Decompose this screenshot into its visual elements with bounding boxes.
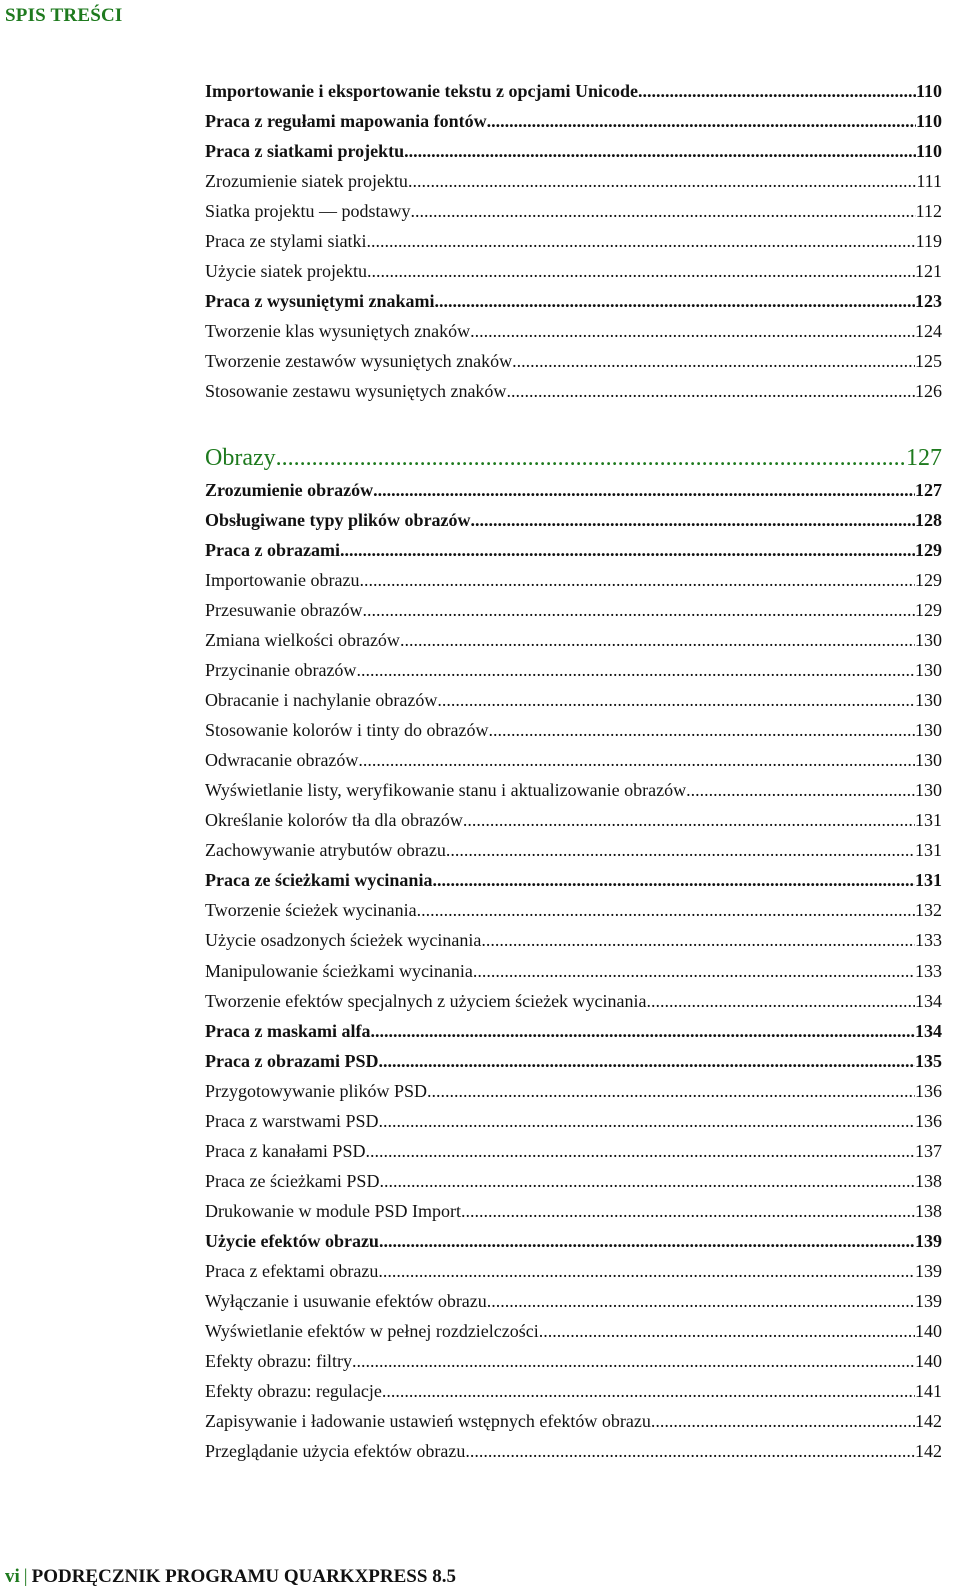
toc-entry-title: Określanie kolorów tła dla obrazów	[205, 810, 463, 831]
dot-leader	[379, 1228, 915, 1254]
toc-entry	[205, 1078, 942, 1104]
toc-entry-page: 126	[915, 381, 942, 402]
toc-entry-page: 131	[915, 810, 942, 831]
toc-entry-title: Praca z wysuniętymi znakami	[205, 291, 435, 312]
dot-leader	[512, 348, 915, 374]
toc-entry	[205, 78, 942, 104]
toc-entry-title: Wyświetlanie listy, weryfikowanie stanu i aktualizowanie obrazów	[205, 780, 687, 801]
toc-entry	[205, 717, 942, 743]
toc-entry	[205, 1318, 942, 1344]
toc-entry	[205, 627, 942, 653]
toc-entry-title: Praca z warstwami PSD	[205, 1110, 379, 1131]
toc-entry-title: Zrozumienie siatek projektu	[205, 171, 408, 192]
toc-entry	[205, 198, 942, 224]
toc-entry-title: Praca ze stylami siatki	[205, 231, 367, 252]
toc-entry-page: 140	[915, 1350, 942, 1371]
dot-leader	[340, 537, 915, 563]
dot-leader	[356, 657, 915, 683]
dot-leader	[367, 258, 915, 284]
page-header-title: SPIS TREŚCI	[5, 5, 123, 26]
dot-leader	[366, 228, 915, 254]
toc-entry-page: 111	[916, 171, 942, 192]
toc-entry-title: Obrazy	[205, 445, 276, 471]
toc-entry-title: Praca z siatkami projektu	[205, 141, 405, 162]
toc-entry-page: 129	[915, 570, 942, 591]
toc-entry	[205, 228, 942, 254]
toc-entry-title: Przeglądanie użycia efektów obrazu	[205, 1440, 466, 1461]
dot-leader	[352, 1348, 915, 1374]
toc-entry-title: Stosowanie zestawu wysuniętych znaków	[205, 381, 507, 402]
toc-entry	[205, 168, 942, 194]
toc-entry	[205, 807, 942, 833]
toc-entry-page: 135	[915, 1050, 942, 1071]
toc-entry	[205, 837, 942, 863]
dot-leader	[471, 507, 915, 533]
toc-entry-title: Przygotowywanie plików PSD	[205, 1080, 427, 1101]
toc-entry-page: 139	[915, 1230, 942, 1251]
toc-entry	[205, 867, 942, 893]
toc-entry-title: Użycie efektów obrazu	[205, 1230, 379, 1251]
toc-entry-title: Praca z efektami obrazu	[205, 1260, 379, 1281]
toc-entry-title: Efekty obrazu: regulacje	[205, 1380, 382, 1401]
toc-entry	[205, 687, 942, 713]
dot-leader	[647, 988, 915, 1014]
dot-leader	[686, 777, 915, 803]
toc-entry-title: Praca ze ścieżkami PSD	[205, 1170, 380, 1191]
toc-entry-page: 134	[915, 1020, 942, 1041]
toc-entry	[205, 477, 942, 503]
dot-leader	[362, 597, 915, 623]
page-footer	[5, 1566, 456, 1588]
toc-entry-page: 130	[915, 690, 942, 711]
toc-entry	[205, 258, 942, 284]
toc-entry-page: 129	[915, 600, 942, 621]
dot-leader	[638, 78, 916, 104]
toc-entry-page: 136	[915, 1080, 942, 1101]
toc-entry-title: Zmiana wielkości obrazów	[205, 630, 400, 651]
toc-entry-page: 121	[915, 261, 942, 282]
toc-entry-page: 131	[915, 870, 942, 891]
toc-entry	[205, 958, 942, 984]
dot-leader	[382, 1378, 915, 1404]
dot-leader	[378, 1258, 915, 1284]
toc-entry	[205, 1438, 942, 1464]
toc-entry-page: 133	[915, 960, 942, 981]
toc-entry	[205, 1048, 942, 1074]
dot-leader	[404, 138, 916, 164]
dot-leader	[378, 1048, 915, 1074]
toc-entry-page: 125	[915, 351, 942, 372]
toc-entry-title: Wyłączanie i usuwanie efektów obrazu	[205, 1290, 487, 1311]
toc-entry	[205, 348, 942, 374]
dot-leader	[400, 627, 915, 653]
toc-entry-page: 132	[915, 900, 942, 921]
toc-entry	[205, 1348, 942, 1374]
toc-entry-page: 130	[915, 630, 942, 651]
toc-entry-title: Efekty obrazu: filtry	[205, 1350, 352, 1371]
toc-entry	[205, 1408, 942, 1434]
toc-entry-title: Tworzenie ścieżek wycinania	[205, 900, 417, 921]
toc-entry	[205, 1138, 942, 1164]
toc-entry	[205, 1168, 942, 1194]
dot-leader	[365, 1138, 915, 1164]
toc-entry-title: Praca z regułami mapowania fontów	[205, 111, 487, 132]
toc-entry-title: Zachowywanie atrybutów obrazu	[205, 840, 446, 861]
toc-entry-page: 136	[915, 1110, 942, 1131]
toc-entry	[205, 897, 942, 923]
toc-entry	[205, 108, 942, 134]
dot-leader	[370, 1018, 915, 1044]
toc-entry-page: 127	[915, 480, 942, 501]
toc-entry-title: Tworzenie efektów specjalnych z użyciem ścieżek wycinania	[205, 990, 647, 1011]
toc-entry	[205, 537, 942, 563]
toc-entry-title: Przesuwanie obrazów	[205, 600, 363, 621]
toc-entry-title: Importowanie i eksportowanie tekstu z opcjami Unicode	[205, 81, 638, 101]
toc-entry-title: Praca z maskami alfa	[205, 1020, 371, 1041]
toc-entry	[205, 567, 942, 593]
toc-entry-title: Zrozumienie obrazów	[205, 480, 374, 501]
toc-entry-page: 110	[915, 111, 942, 132]
toc-entry-title: Odwracanie obrazów	[205, 750, 359, 771]
toc-entry-title: Tworzenie zestawów wysuniętych znaków	[205, 351, 513, 372]
dot-leader	[461, 1198, 915, 1224]
toc-entry-title: Zapisywanie i ładowanie ustawień wstępnych efektów obrazu	[205, 1410, 651, 1431]
toc-entry-page: 112	[915, 201, 942, 222]
toc-entry-title: Siatka projektu — podstawy	[205, 201, 411, 222]
dot-leader	[358, 747, 915, 773]
dot-leader	[506, 378, 915, 404]
toc-chapter	[205, 443, 942, 473]
toc-entry	[205, 507, 942, 533]
toc-entry-page: 134	[915, 990, 942, 1011]
dot-leader	[373, 477, 915, 503]
dot-leader	[487, 1288, 915, 1314]
dot-leader	[408, 168, 916, 194]
dot-leader	[651, 1408, 915, 1434]
toc-entry-page: 139	[915, 1290, 942, 1311]
dot-leader	[487, 108, 916, 134]
dot-leader	[359, 567, 915, 593]
toc-entry-title: Manipulowanie ścieżkami wycinania	[205, 960, 473, 981]
dot-leader	[488, 717, 915, 743]
dot-leader	[470, 318, 915, 344]
toc-entry	[205, 657, 942, 683]
toc-entry	[205, 1018, 942, 1044]
toc-entry-page: 110	[915, 141, 942, 162]
toc-entry	[205, 1108, 942, 1134]
toc-entry-title: Obsługiwane typy plików obrazów	[205, 510, 471, 531]
toc-entry-page: 142	[915, 1440, 942, 1461]
toc-entry-page: 140	[915, 1320, 942, 1341]
dot-leader	[379, 1168, 915, 1194]
toc-entry-page: 128	[915, 510, 942, 531]
toc-entry	[205, 927, 942, 953]
toc-entry-page: 129	[915, 540, 942, 561]
toc-entry-page: 138	[915, 1200, 942, 1221]
toc-entry-title: Praca z obrazami	[205, 540, 340, 561]
toc-entry	[205, 597, 942, 623]
toc-entry	[205, 1288, 942, 1314]
dot-leader	[427, 1078, 915, 1104]
toc-entry-title: Obracanie i nachylanie obrazów	[205, 690, 438, 711]
dot-leader	[481, 927, 915, 953]
dot-leader	[437, 687, 915, 713]
toc-entry-title: Praca z kanałami PSD	[205, 1140, 366, 1161]
toc-entry-title: Tworzenie klas wysuniętych znaków	[205, 321, 471, 342]
toc-entry-page: 130	[915, 660, 942, 681]
toc-entry-page: 123	[915, 291, 942, 312]
toc-entry-page: 130	[915, 750, 942, 771]
toc-entry-title: Importowanie obrazu	[205, 570, 360, 591]
toc-entry-title: Stosowanie kolorów i tinty do obrazów	[205, 720, 489, 741]
toc-entry-page: 130	[915, 780, 942, 801]
dot-leader	[410, 198, 915, 224]
toc-entry-title: Użycie siatek projektu	[205, 261, 367, 282]
toc-entry	[205, 988, 942, 1014]
toc-entry-title: Drukowanie w module PSD Import	[205, 1200, 461, 1221]
footer-page-number: vi	[5, 1566, 20, 1587]
dot-leader	[276, 443, 906, 473]
toc-entry-page: 124	[915, 321, 942, 342]
toc-entry-page: 142	[915, 1410, 942, 1431]
footer-book-title: PODRĘCZNIK PROGRAMU QUARKXPRESS 8.5	[31, 1566, 456, 1587]
toc-entry	[205, 318, 942, 344]
toc-entry-title: Wyświetlanie efektów w pełnej rozdzielczości	[205, 1320, 539, 1341]
footer-separator: |	[23, 1566, 28, 1587]
toc-entry-page: 130	[915, 720, 942, 741]
toc-entry	[205, 1228, 942, 1254]
toc-entry-page: 133	[915, 930, 942, 951]
toc-entry-page: 141	[915, 1380, 942, 1401]
toc-entry-page: 119	[915, 231, 942, 252]
toc-entry	[205, 1378, 942, 1404]
dot-leader	[434, 288, 915, 314]
toc-entry-page: 110	[915, 81, 942, 101]
toc-entry	[205, 138, 942, 164]
dot-leader	[539, 1318, 915, 1344]
toc-entry	[205, 288, 942, 314]
dot-leader	[446, 837, 915, 863]
toc-entry-page: 137	[915, 1140, 942, 1161]
toc-entry-page: 127	[906, 445, 942, 471]
dot-leader	[463, 807, 915, 833]
toc-entry	[205, 1258, 942, 1284]
toc-entry-title: Przycinanie obrazów	[205, 660, 357, 681]
toc-entry-title: Praca ze ścieżkami wycinania	[205, 870, 433, 891]
toc-entry-page: 139	[915, 1260, 942, 1281]
toc-entry	[205, 1198, 942, 1224]
toc-entry-title: Użycie osadzonych ścieżek wycinania	[205, 930, 482, 951]
dot-leader	[417, 897, 915, 923]
toc-entry-page: 138	[915, 1170, 942, 1191]
toc-entry	[205, 747, 942, 773]
dot-leader	[432, 867, 915, 893]
dot-leader	[378, 1108, 915, 1134]
dot-leader	[473, 958, 915, 984]
toc-entry-page: 131	[915, 840, 942, 861]
toc-entry	[205, 777, 942, 803]
toc-entry-title: Praca z obrazami PSD	[205, 1050, 379, 1071]
toc-entry	[205, 378, 942, 404]
dot-leader	[465, 1438, 915, 1464]
